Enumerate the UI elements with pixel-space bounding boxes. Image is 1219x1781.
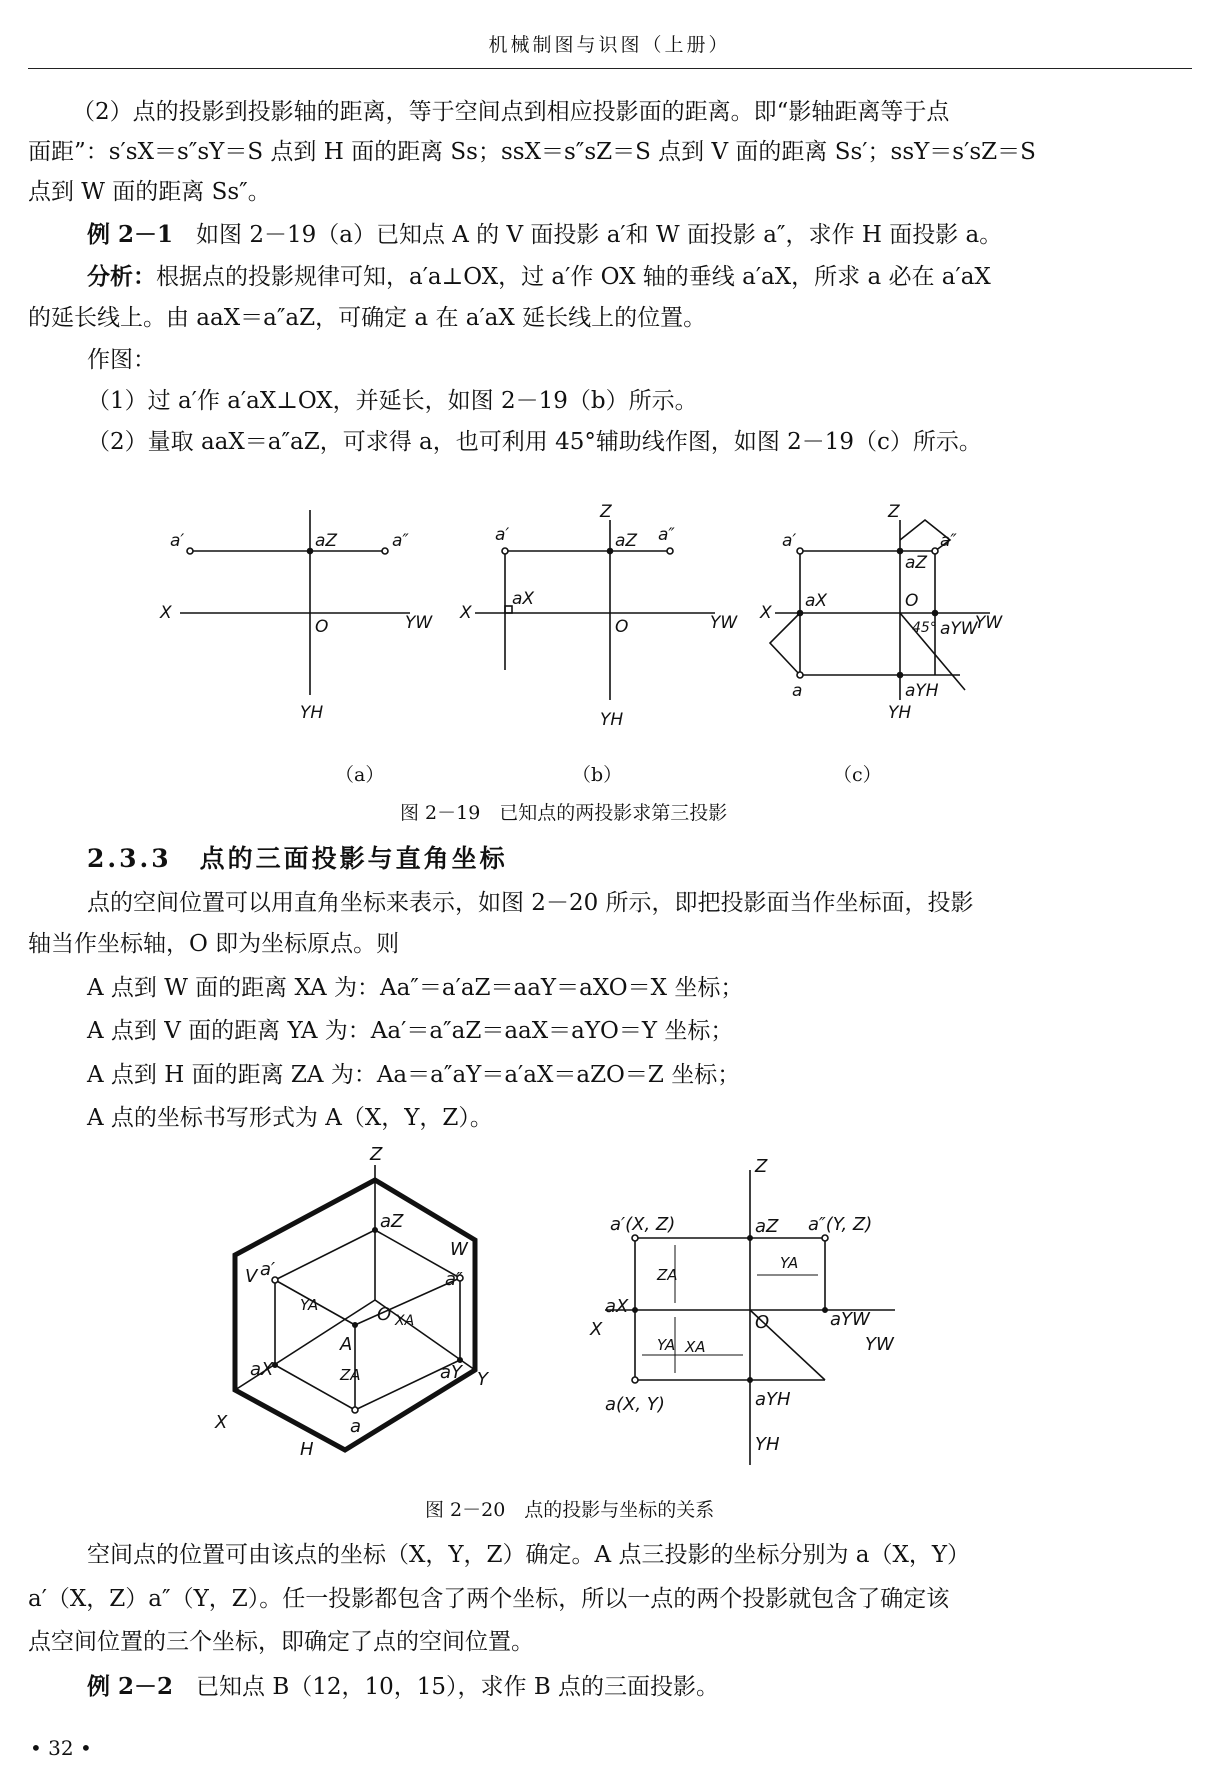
page-number: • 32 • (30, 1736, 92, 1760)
fig20-label-o: O (377, 1304, 392, 1325)
fig20-caption: 图 2－20 点的投影与坐标的关系 (425, 1499, 715, 1521)
section-heading: 2.3.3 点的三面投影与直角坐标 (87, 844, 508, 873)
fig20-label-point-a: A (340, 1334, 353, 1355)
analysis-line-1 (87, 262, 991, 292)
fig19b-label-yh: YH (600, 710, 624, 730)
para-1-line-2: 面距”：s′sX＝s″sY＝S 点到 H 面的距离 Ss；ssX＝s″sZ＝S 点到 V 面的距离 Ss′；ssY＝s′sZ＝S (28, 139, 1036, 165)
fig19c-label-45deg: 45° (912, 620, 937, 636)
fig19-sub-c: （c） (833, 764, 882, 786)
fig19-caption: 图 2－19 已知点的两投影求第三投影 (400, 802, 728, 824)
fig20r-label-ayh: aYH (755, 1389, 791, 1410)
step-2: （2）量取 aaX＝a″aZ，可求得 a，也可利用 45°辅助线作图，如图 2－19（c）所示。 (87, 429, 982, 455)
coord-line-2: A 点到 V 面的距离 YA 为：Aa′＝a″aZ＝aaX＝aYO＝Y 坐标； (87, 1018, 734, 1044)
fig20r-label-a-dprime-yz: a″(Y, Z) (808, 1214, 873, 1235)
analysis-label: 分析： (87, 263, 156, 290)
para-1-line-3: 点到 W 面的距离 Ss″。 (28, 179, 271, 205)
section-para-1-line-1: 点的空间位置可以用直角坐标来表示，如图 2－20 所示，即把投影面当作坐标面，投影 (87, 890, 974, 916)
fig20-label-z: Z (370, 1144, 383, 1165)
fig19b-label-x: X (460, 603, 472, 623)
fig19b-label-yw: YW (710, 613, 738, 633)
fig19c-label-az: aZ (905, 553, 928, 573)
fig19b-label-az: aZ (615, 531, 638, 551)
fig20-label-ax: aX (250, 1359, 274, 1380)
fig19c-label-ax: aX (805, 591, 828, 611)
fig20r-label-za: ZA (657, 1266, 678, 1284)
example-2-2 (87, 1672, 719, 1702)
fig19c-label-yh: YH (888, 703, 912, 723)
fig19b-label-a-prime: a′ (495, 525, 510, 545)
fig20-label-v: V (245, 1266, 258, 1287)
fig20-label-y: Y (477, 1369, 488, 1390)
fig19c-label-x: X (760, 603, 772, 623)
coord-line-1: A 点到 W 面的距离 XA 为：Aa″＝a′aZ＝aaY＝aXO＝X 坐标； (87, 975, 744, 1001)
fig19c-label-z: Z (888, 502, 900, 522)
fig20-label-a-dprime: a″ (445, 1269, 463, 1290)
fig20-label-ay: aY (440, 1362, 463, 1383)
fig20-label-xa: XA (395, 1313, 415, 1329)
fig20r-label-yh: YH (755, 1434, 780, 1455)
fig20r-label-a-prime-xz: a′(X, Z) (610, 1214, 676, 1235)
example-label: 例 2－1 (87, 221, 174, 248)
fig20r-label-ya-top: YA (780, 1254, 799, 1272)
fig20r-label-x: X (590, 1319, 603, 1340)
step-1: （1）过 a′作 a′aX⊥OX，并延长，如图 2－19（b）所示。 (87, 388, 698, 414)
header-rule (28, 68, 1192, 69)
example-2-1 (87, 220, 1002, 250)
fig19a-label-yh: YH (300, 703, 324, 723)
fig20-label-x: X (215, 1412, 228, 1433)
figure-2-20 (205, 1144, 1025, 1470)
section-para-2-line-2: a′（X，Z）a″（Y，Z）。任一投影都包含了两个坐标，所以一点的两个投影就包含了确定该 (28, 1586, 950, 1612)
example-text: 如图 2－19（a）已知点 A 的 V 面投影 a′和 W 面投影 a″，求作 H 面投影 a。 (196, 222, 1003, 248)
coord-line-4: A 点的坐标书写形式为 A（X，Y，Z）。 (87, 1105, 493, 1131)
fig19b-label-ax: aX (512, 589, 535, 609)
fig20-label-w: W (450, 1239, 468, 1260)
fig20-label-h: H (300, 1439, 314, 1460)
fig19-sub-b: （b） (572, 764, 623, 786)
fig19c-label-o: O (905, 591, 919, 611)
fig20r-label-a-xy: a(X, Y) (605, 1394, 665, 1415)
fig20r-label-xa: XA (685, 1338, 706, 1356)
section-para-2-line-3: 点空间位置的三个坐标，即确定了点的空间位置。 (28, 1629, 534, 1655)
fig20r-label-ax: aX (605, 1296, 629, 1317)
fig20r-label-yw: YW (865, 1334, 894, 1355)
section-para-2-line-1: 空间点的位置可由该点的坐标（X，Y，Z）确定。A 点三投影的坐标分别为 a（X，Y） (87, 1542, 971, 1568)
fig19a-label-a-dprime: a″ (392, 531, 409, 551)
figure-2-19 (160, 500, 1060, 750)
fig19c-label-ayw: aYW (940, 619, 978, 639)
fig19-sub-a: （a） (335, 764, 385, 786)
fig19a-label-o: O (315, 617, 329, 637)
analysis-line-2: 的延长线上。由 aaX＝a″aZ，可确定 a 在 a′aX 延长线上的位置。 (28, 305, 707, 331)
section-para-1-line-2: 轴当作坐标轴，O 即为坐标原点。则 (28, 931, 400, 957)
fig20-label-za: ZA (340, 1366, 361, 1384)
fig20-label-az: aZ (380, 1211, 404, 1232)
coord-line-3: A 点到 H 面的距离 ZA 为：Aa＝a″aY＝a′aX＝aZO＝Z 坐标； (87, 1062, 741, 1088)
fig20r-label-ya-left: YA (657, 1336, 676, 1354)
fig19c-label-a: a (792, 681, 803, 701)
fig20-label-a-prime: a′ (260, 1259, 276, 1280)
fig19b-label-z: Z (600, 502, 612, 522)
fig19c-label-yw: YW (975, 613, 1003, 633)
fig20r-label-az: aZ (755, 1216, 779, 1237)
fig19c-label-a-dprime: a″ (940, 531, 957, 551)
fig20r-label-ayw: aYW (830, 1309, 870, 1330)
example-2-2-text: 已知点 B（12，10，15），求作 B 点的三面投影。 (196, 1674, 720, 1700)
fig19a-label-az: aZ (315, 531, 338, 551)
running-header: 机械制图与识图（上册） (488, 34, 731, 56)
fig20-label-ya: YA (300, 1296, 319, 1314)
example-2-2-label: 例 2－2 (87, 1673, 174, 1700)
drawing-heading: 作图： (87, 347, 156, 373)
fig20r-label-o: O (755, 1312, 770, 1333)
fig20-label-a: a (350, 1416, 362, 1437)
fig19c-label-ayh: aYH (905, 681, 939, 701)
fig20r-label-z: Z (755, 1156, 768, 1177)
fig19a-label-yw: YW (405, 613, 433, 633)
para-1-line-1: （2）点的投影到投影轴的距离，等于空间点到相应投影面的距离。即“影轴距离等于点 (72, 99, 950, 125)
fig19b-label-a-dprime: a″ (658, 525, 675, 545)
fig19a-label-a-prime: a′ (170, 531, 185, 551)
fig19c-label-a-prime: a′ (782, 531, 797, 551)
fig19a-label-x: X (160, 603, 172, 623)
analysis-text: 根据点的投影规律可知，a′a⊥OX，过 a′作 OX 轴的垂线 a′aX，所求 a 必在 a′aX (156, 264, 991, 290)
fig19b-label-o: O (615, 617, 629, 637)
